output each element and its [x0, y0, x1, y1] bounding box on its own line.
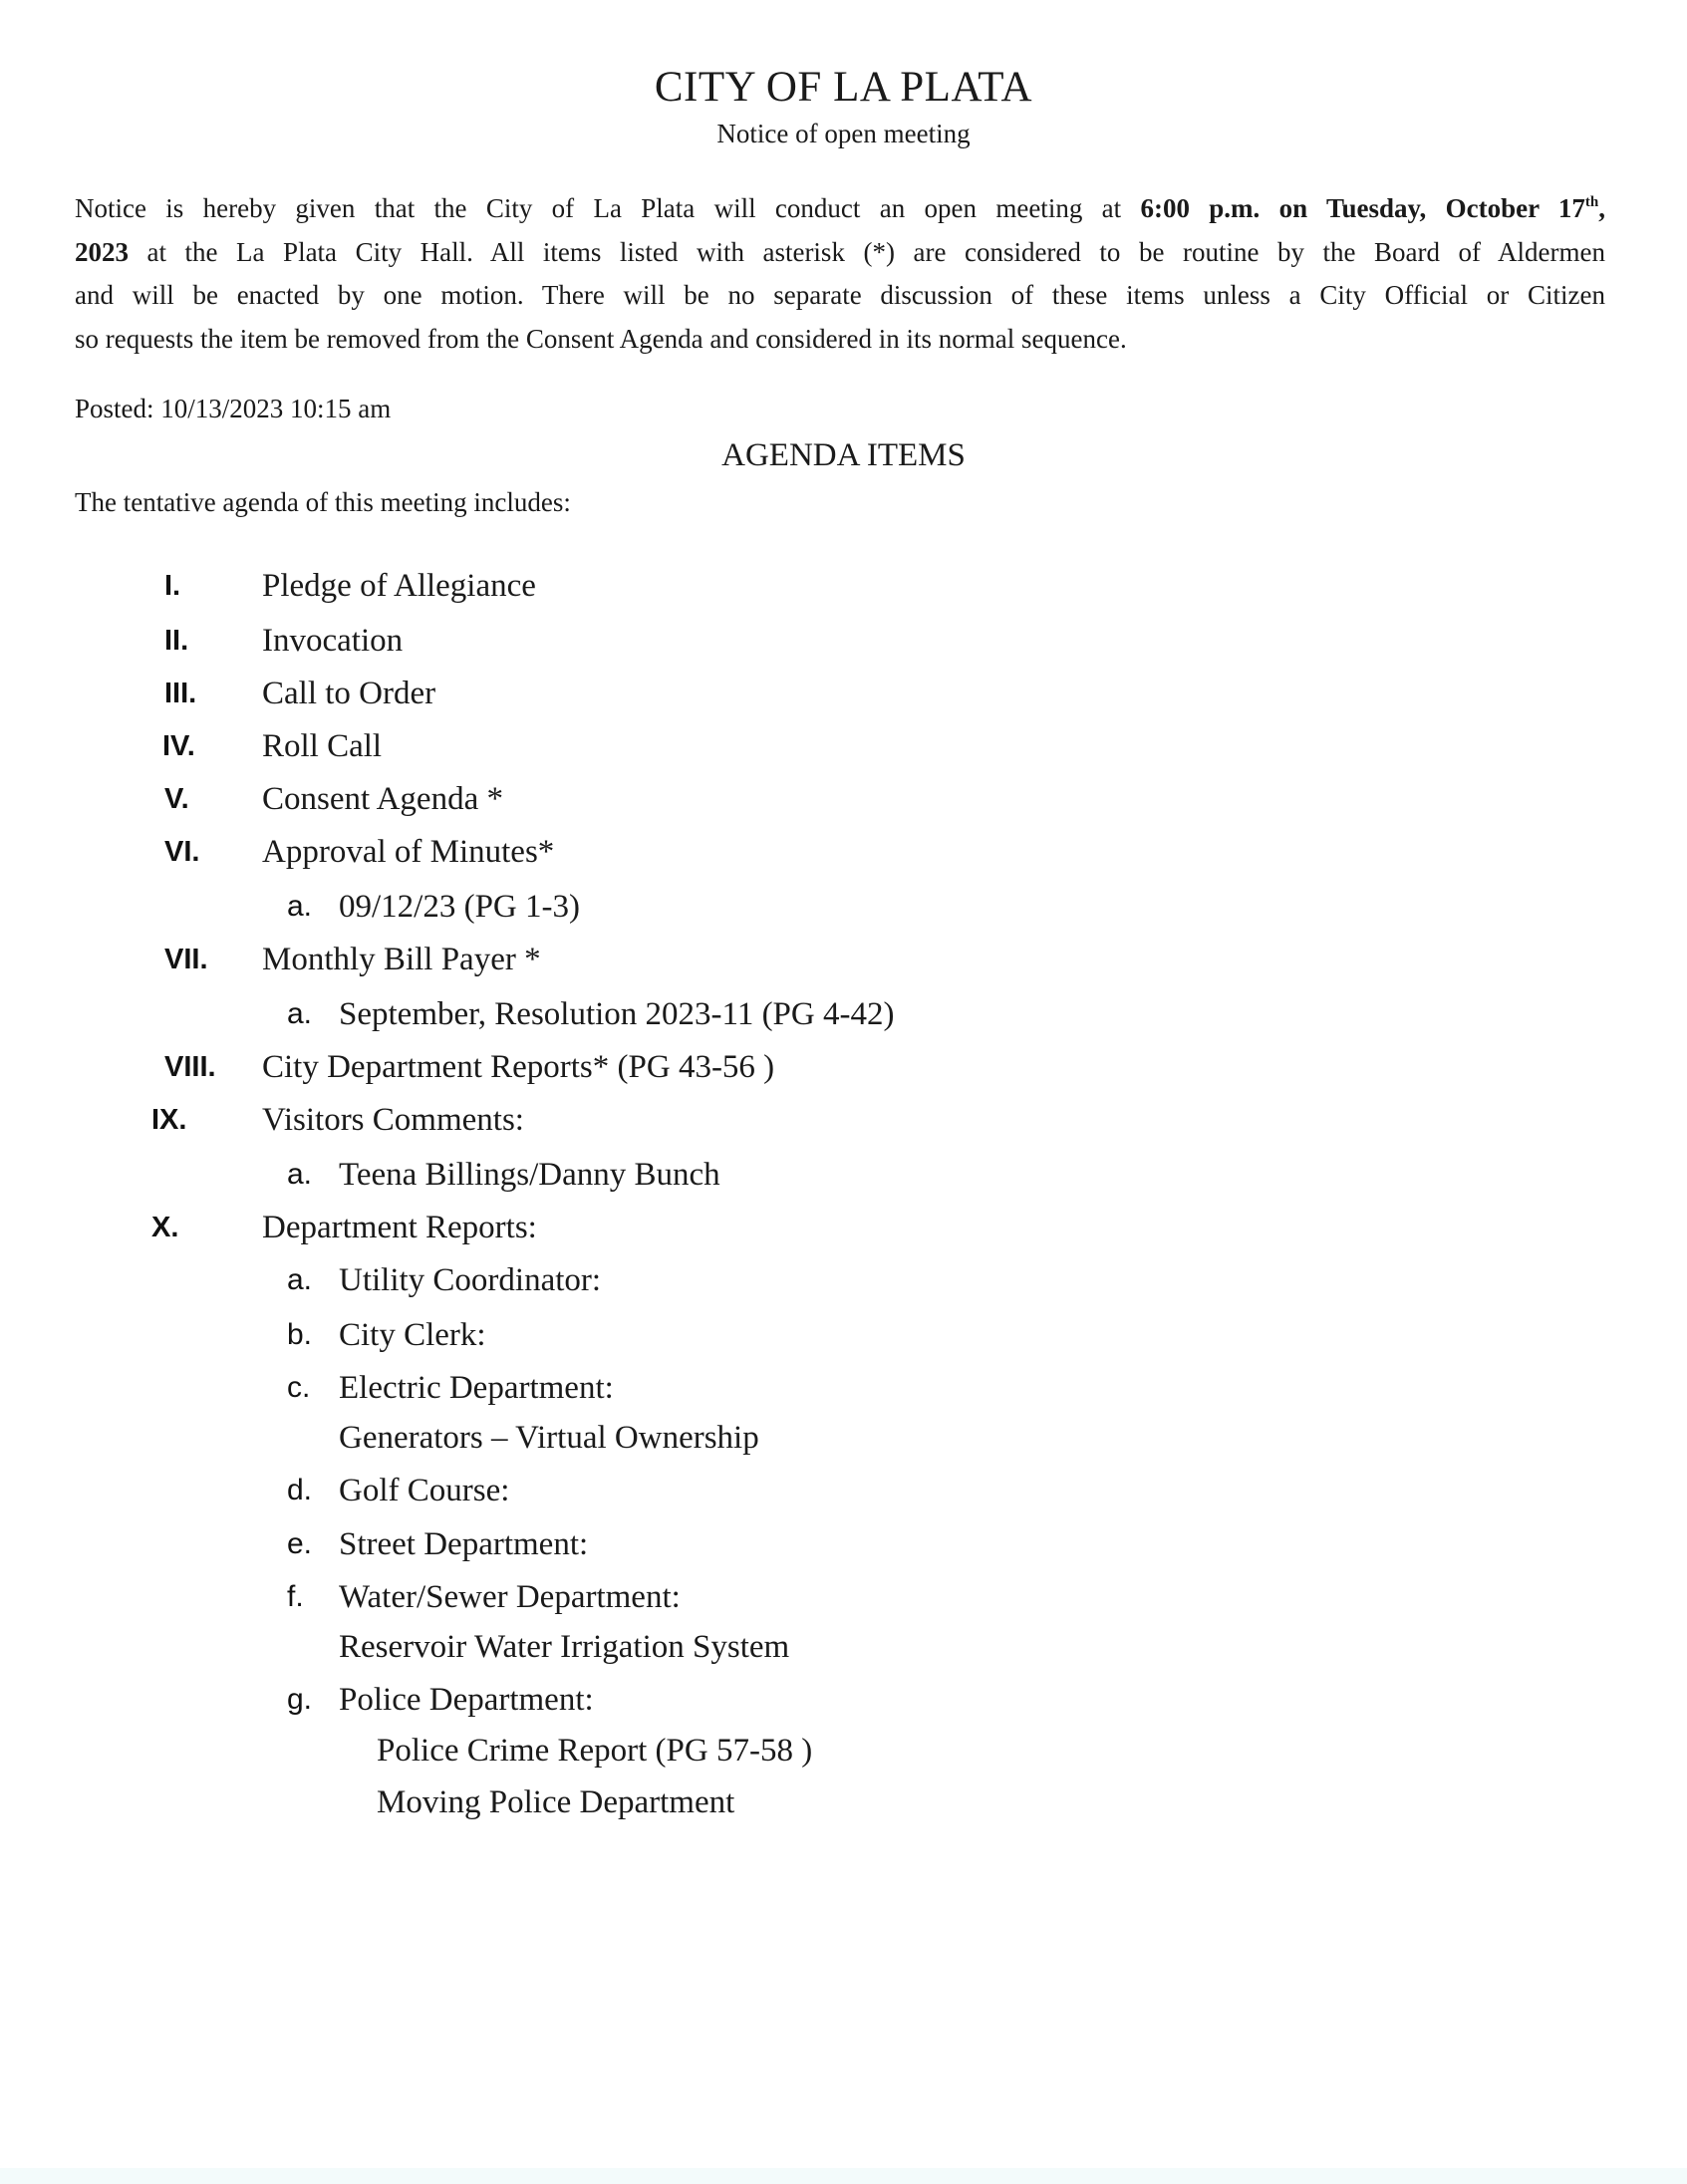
- item-numeral: IV.: [162, 730, 195, 762]
- scan-edge: [0, 2168, 1687, 2184]
- agenda-subitem-detail: [0, 1415, 1594, 1461]
- subitem-letter: e.: [287, 1527, 313, 1560]
- agenda-item: [0, 776, 1594, 822]
- subitem-detail: Police Crime Report (PG 57-58 ): [377, 1733, 813, 1769]
- subitem-detail: Moving Police Department: [377, 1784, 735, 1820]
- item-numeral: VII.: [164, 944, 208, 975]
- agenda-item: [0, 937, 1594, 982]
- subitem-label: Police Department:: [339, 1682, 594, 1718]
- notice-text: at the La Plata City Hall. All items listed with asterisk (*) are considered to be routine by the Board of Aldermen: [146, 236, 1606, 267]
- item-label: Monthly Bill Payer *: [262, 942, 541, 977]
- subitem-label: 09/12/23 (PG 1-3): [339, 889, 580, 925]
- notice-line-1: [75, 190, 1605, 234]
- item-label: Approval of Minutes*: [262, 834, 555, 870]
- subitem-label: City Clerk:: [339, 1317, 486, 1353]
- item-label: Invocation: [262, 623, 404, 659]
- item-numeral: IX.: [151, 1104, 187, 1136]
- agenda-heading: AGENDA ITEMS: [721, 437, 966, 473]
- meeting-date-text: 6:00 p.m. on Tuesday, October 17: [1140, 193, 1585, 223]
- subitem-label: September, Resolution 2023-11 (PG 4-42): [339, 996, 895, 1032]
- subitem-detail: Reservoir Water Irrigation System: [339, 1629, 790, 1665]
- agenda-item: [0, 1044, 1594, 1090]
- agenda-item: [0, 671, 1594, 716]
- item-label: Pledge of Allegiance: [262, 568, 536, 604]
- agenda-subitem: [0, 1152, 1594, 1198]
- agenda-subitem: [0, 1257, 1594, 1303]
- subitem-detail: Generators – Virtual Ownership: [339, 1420, 759, 1456]
- subitem-letter: a.: [287, 1263, 313, 1296]
- agenda-item: [0, 723, 1594, 769]
- item-label: Visitors Comments:: [262, 1102, 524, 1138]
- agenda-subitem: [0, 991, 1594, 1037]
- item-numeral: III.: [164, 678, 197, 709]
- subitem-label: Street Department:: [339, 1526, 589, 1562]
- agenda-subitem: [0, 1468, 1594, 1513]
- subitem-letter: g.: [287, 1683, 313, 1716]
- subitem-letter: d.: [287, 1474, 313, 1506]
- posted-timestamp: Posted: 10/13/2023 10:15 am: [75, 394, 392, 423]
- agenda-subitem: [0, 1574, 1594, 1620]
- agenda-subitem: [0, 1677, 1594, 1723]
- item-numeral: I.: [164, 570, 181, 602]
- notice-line-2: [75, 234, 1605, 278]
- item-numeral: X.: [151, 1212, 179, 1243]
- ordinal-suffix: th: [1584, 194, 1599, 210]
- subitem-letter: a.: [287, 890, 313, 923]
- agenda-subitem-detail: [0, 1624, 1594, 1670]
- agenda-item: [0, 1097, 1594, 1143]
- subitem-letter: f.: [287, 1580, 304, 1613]
- agenda-item: [0, 618, 1594, 664]
- document-title: CITY OF LA PLATA: [654, 64, 1033, 111]
- item-label: Consent Agenda *: [262, 781, 503, 817]
- notice-line-4: so requests the item be removed from the Consent Agenda and considered in its normal sequence.: [75, 323, 1127, 354]
- agenda-subitem: [0, 1312, 1594, 1358]
- subitem-label: Water/Sewer Department:: [339, 1579, 681, 1615]
- item-label: Call to Order: [262, 676, 436, 711]
- item-numeral: V.: [164, 783, 189, 815]
- agenda-intro: The tentative agenda of this meeting includes:: [75, 487, 571, 517]
- subitem-label: Electric Department:: [339, 1370, 614, 1406]
- subitem-letter: a.: [287, 997, 313, 1030]
- agenda-item: [0, 829, 1594, 875]
- subitem-label: Teena Billings/Danny Bunch: [339, 1157, 720, 1193]
- notice-text: Notice is hereby given that the City of La Plata will conduct an open meeting at: [75, 193, 1122, 223]
- subitem-letter: a.: [287, 1158, 313, 1191]
- item-label: Department Reports:: [262, 1210, 537, 1245]
- document-subtitle: Notice of open meeting: [716, 119, 971, 148]
- agenda-subitem: [0, 1365, 1594, 1411]
- item-numeral: II.: [164, 625, 189, 657]
- notice-paragraph: [75, 190, 1605, 364]
- item-numeral: VIII.: [164, 1051, 216, 1083]
- item-label: Roll Call: [262, 728, 383, 764]
- agenda-subitem-detail: [0, 1779, 1594, 1825]
- meeting-year: 2023: [75, 236, 129, 267]
- agenda-subitem-detail: [0, 1728, 1594, 1774]
- agenda-subitem: [0, 884, 1594, 930]
- agenda-subitem: [0, 1521, 1594, 1567]
- subitem-label: Golf Course:: [339, 1473, 510, 1508]
- item-label: City Department Reports* (PG 43-56 ): [262, 1049, 775, 1085]
- item-numeral: VI.: [164, 836, 200, 868]
- subitem-letter: c.: [287, 1371, 311, 1404]
- agenda-item: [0, 563, 1594, 609]
- comma: ,: [1598, 193, 1605, 223]
- subitem-letter: b.: [287, 1318, 313, 1351]
- agenda-item: [0, 1205, 1594, 1250]
- meeting-time: [1140, 193, 1605, 223]
- notice-line-3: and will be enacted by one motion. There will be no separate discussion of these items unless a City Official or Citizen: [75, 280, 1605, 310]
- subitem-label: Utility Coordinator:: [339, 1262, 602, 1298]
